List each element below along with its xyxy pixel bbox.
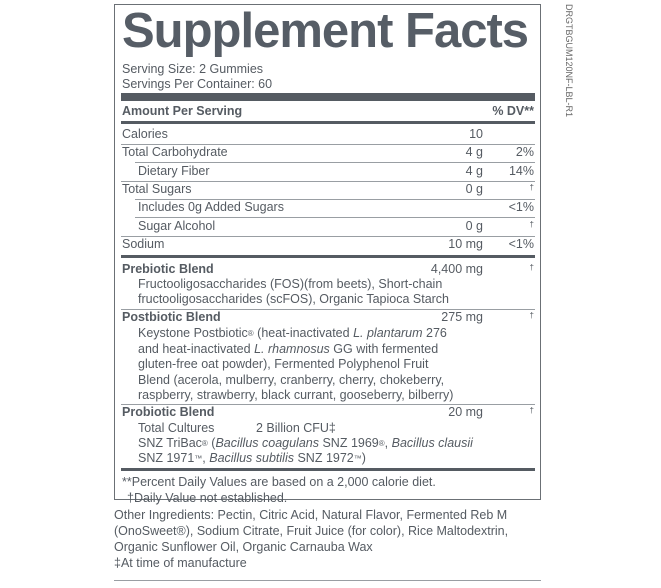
nutrient-dv: 14% <box>508 164 534 178</box>
row-divider <box>135 162 535 163</box>
blend-amount: 20 mg <box>448 405 483 419</box>
blend-dv: † <box>529 406 534 415</box>
supplement-facts-panel <box>114 4 541 505</box>
footnote-dv: **Percent Daily Values are based on a 2,000 calorie diet. <box>122 475 436 489</box>
blend-name: Probiotic Blend <box>122 405 215 419</box>
blend-dv: † <box>529 263 534 272</box>
medium-divider <box>121 121 535 124</box>
nutrient-amount: 4 g <box>465 164 483 178</box>
thick-divider <box>121 93 535 101</box>
nutrient-name: Total Sugars <box>122 182 192 196</box>
amount-header: Amount Per Serving <box>122 104 243 118</box>
nutrient-amount: 0 g <box>465 219 483 233</box>
nutrient-name: Includes 0g Added Sugars <box>138 200 284 214</box>
medium-divider <box>121 468 535 471</box>
blend-ingredients: SNZ 1971™, Bacillus subtilis SNZ 1972™) <box>138 451 366 465</box>
nutrient-amount: 0 g <box>465 182 483 196</box>
nutrient-name: Dietary Fiber <box>138 164 210 178</box>
nutrient-name: Total Carbohydrate <box>122 145 228 159</box>
panel-title: Supplement Facts <box>122 4 529 58</box>
blend-ingredients: Keystone Postbiotic® (heat-inactivated L. plantarum 276 <box>138 326 447 340</box>
blend-ingredients: Fructooligosaccharides (FOS)(from beets), Short-chain <box>138 277 443 291</box>
nutrient-name: Sugar Alcohol <box>138 219 216 233</box>
other-ingredients-line: (OnoSweet®), Sodium Citrate, Fruit Juice (for color), Rice Maltodextrin, <box>114 524 509 538</box>
nutrient-dv: 2% <box>515 145 534 159</box>
manufacture-note: ‡At time of manufacture <box>114 556 247 570</box>
blend-ingredients: SNZ TriBac® (Bacillus coagulans SNZ 1969®, Bacillus clausii <box>138 436 473 450</box>
footnote-dagger: †Daily Value not established. <box>127 491 288 505</box>
blend-ingredients: and heat-inactivated L. rhamnosus GG with fermented <box>138 342 439 356</box>
nutrient-name: Calories <box>122 127 168 141</box>
other-ingredients <box>114 507 554 571</box>
nutrient-dv: <1% <box>508 237 534 251</box>
blend-dv: † <box>529 311 534 320</box>
dv-header: % DV** <box>492 104 534 118</box>
total-cultures-value: 2 Billion CFU‡ <box>256 421 336 435</box>
servings-per-container: Servings Per Container: 60 <box>122 77 273 91</box>
blend-ingredients: Blend (acerola, mulberry, cranberry, cherry, chokeberry, <box>138 373 445 387</box>
total-cultures-label: Total Cultures <box>138 421 215 435</box>
nutrient-name: Sodium <box>122 237 165 251</box>
medium-divider <box>121 255 535 258</box>
serving-size: Serving Size: 2 Gummies <box>122 62 264 76</box>
nutrient-amount: 4 g <box>465 145 483 159</box>
nutrient-amount: 10 <box>469 127 483 141</box>
other-ingredients-line: Organic Sunflower Oil, Organic Carnauba Wax <box>114 540 373 554</box>
blend-ingredients: fructooligosaccharides (scFOS), Organic Tapioca Starch <box>138 292 450 306</box>
nutrient-dv: <1% <box>508 200 534 214</box>
blend-amount: 275 mg <box>441 310 483 324</box>
nutrient-amount: 10 mg <box>448 237 483 251</box>
nutrient-dv: † <box>529 220 534 229</box>
blend-ingredients: raspberry, strawberry, black currant, gooseberry, bilberry) <box>138 388 454 402</box>
blend-ingredients: gluten-free oat powder), Fermented Polyphenol Fruit <box>138 357 429 371</box>
label-code: DRGTBGUM120NF-LBL-R1 <box>564 4 574 118</box>
row-divider <box>135 217 535 218</box>
blend-name: Postbiotic Blend <box>122 310 221 324</box>
blend-name: Prebiotic Blend <box>122 262 214 276</box>
other-ingredients-line: Other Ingredients: Pectin, Citric Acid, Natural Flavor, Fermented Reb M <box>114 508 508 522</box>
bottom-divider <box>114 580 541 581</box>
nutrient-dv: † <box>529 183 534 192</box>
blend-amount: 4,400 mg <box>430 262 483 276</box>
